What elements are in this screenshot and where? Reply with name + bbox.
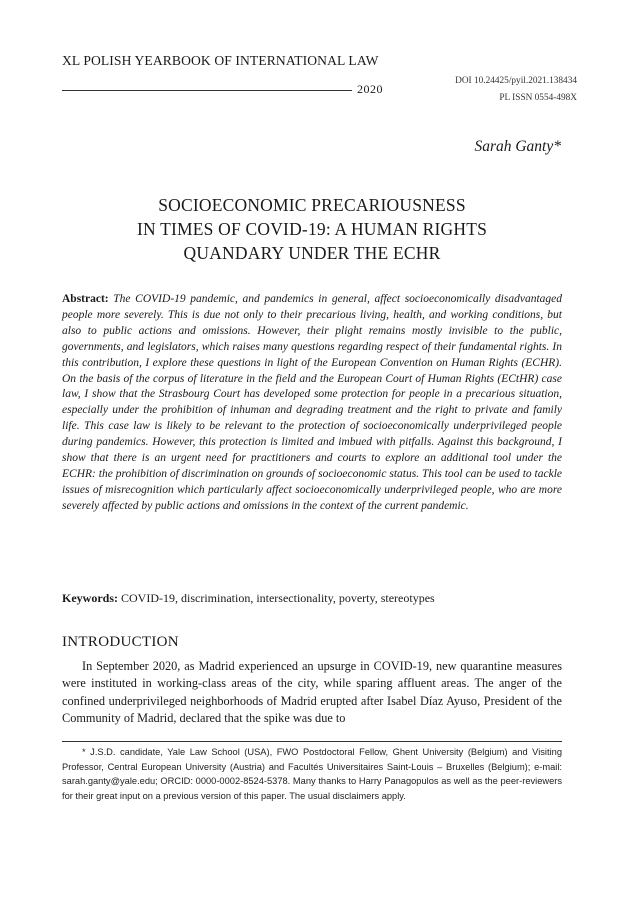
keywords-text: COVID-19, discrimination, intersectionality, poverty, stereotypes (121, 591, 435, 605)
footnote-rule (62, 741, 562, 742)
author-name: Sarah Ganty* (474, 138, 561, 155)
abstract (62, 292, 562, 515)
abstract-label: Abstract: (62, 293, 109, 305)
footnote (62, 745, 562, 803)
title-line: QUANDARY UNDER THE ECHR (183, 243, 441, 263)
keywords-label: Keywords: (62, 591, 118, 605)
article-title (62, 193, 562, 265)
doi[interactable]: DOI 10.24425/pyil.2021.138434 (455, 76, 577, 86)
section-heading: INTRODUCTION (62, 634, 179, 650)
journal-title: XL POLISH YEARBOOK OF INTERNATIONAL LAW (62, 53, 379, 68)
header-rule (62, 90, 352, 91)
footnote-mark: * (82, 747, 86, 757)
journal-year: 2020 (357, 82, 383, 96)
keywords (62, 590, 562, 606)
title-line: IN TIMES OF COVID-19: A HUMAN RIGHTS (136, 219, 488, 239)
abstract-text: The COVID-19 pandemic, and pandemics in general, affect socioeconomically disadvantaged people more severely. This is due not only to their precarious living, health, and working conditions, but also to public actions and omissions. However, their plight remains mostly invisible to the public, governments, and legislators, which raises many questions regarding respect of their fundamental rights. In this contribution, I explore these questions in light of the European Convention on Human Rights (ECHR). On the basis of the corpus of literature in the field and the European Court of Human Rights (ECtHR) case law, I show that the Strasbourg Court has developed some protection for people in a precarious situation, especially under the prohibition of inhuman and degrading treatment and the right to private and family life. This case law is likely to be relevant to the protection of socioeconomically underprivileged people during pandemics. However, this protection is limited and imbued with pitfalls. Against this background, I show that there is an urgent need for practitioners and courts to explore an additional tool under the ECHR: the prohibition of discrimination on grounds of socioeconomic status. This tool can be used to tackle issues of misrecognition which particularly affect socioeconomically underprivileged people, who are more severely affected by public actions and omissions in the context of the current pandemic. (62, 293, 562, 512)
footnote-text: J.S.D. candidate, Yale Law School (USA), FWO Postdoctoral Fellow, Ghent University (Belgium) and Visiting Professor, Central European University (Austria) and Facultés Universitaires Saint-Louis – Bruxelles (Belgium); e-mail: sarah.ganty@yale.edu; ORCID: 0000-0002-8524-5378. Many thanks to Harry Panagopulos as well as the peer-reviewers for their great input on a previous version of this paper. The usual disclaimers apply. (62, 747, 562, 801)
title-line: SOCIOECONOMIC PRECARIOUSNESS (158, 195, 466, 215)
issn: PL ISSN 0554-498X (499, 93, 577, 103)
introduction-paragraph: In September 2020, as Madrid experienced an upsurge in COVID-19, new quarantine measures were instituted in working-class areas of the city, while sparing affluent areas. The anger of the confined underprivileged neighborhoods of Madrid erupted after Isabel Díaz Ayuso, President of the Community of Madrid, declared that the spike was due to (62, 659, 562, 726)
